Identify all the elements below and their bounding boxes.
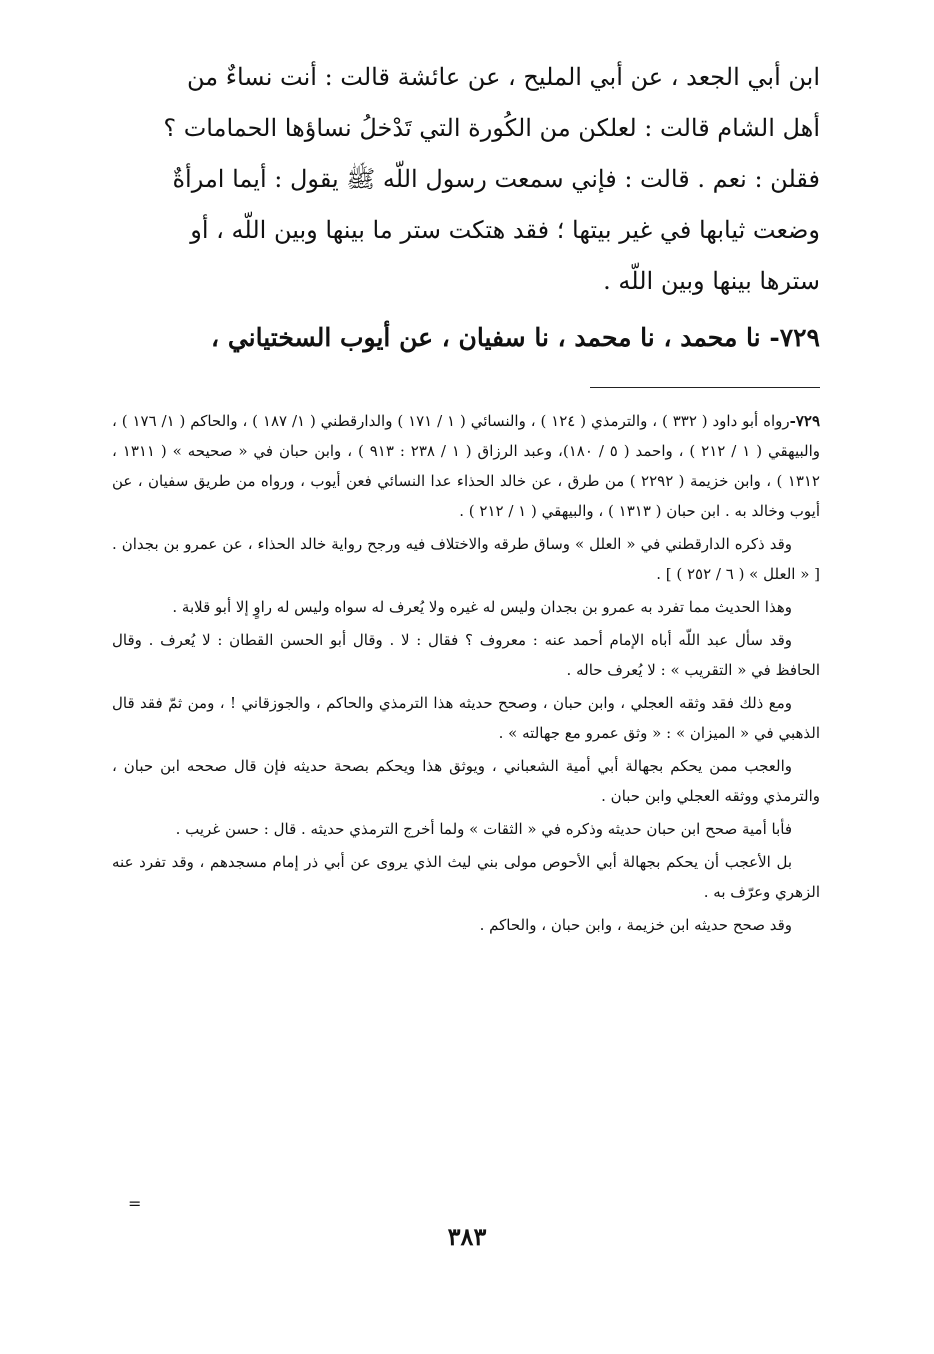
footnote-divider [590,387,820,388]
main-line: وضعت ثيابها في غير بيتها ؛ فقد هتكت ستر ما بينها وبين اللّه ، أو [190,216,820,244]
page-number: ٣٨٣ [447,1222,487,1251]
continuation-mark: = [128,1194,142,1213]
footnote-paragraph: وقد صحح حديثه ابن خزيمة ، وابن حبان ، والحاكم . [479,916,792,934]
hadith-heading: ٧٢٩- نا محمد ، نا محمد ، نا سفيان ، عن أيوب السختياني ، [211,323,820,352]
main-text [112,52,820,307]
footnote-text: رواه أبو داود ( ٣٣٢ ) ، والترمذي ( ١٢٤ ) ، والنسائي ( ١ / ١٧١ ) والدارقطني ( ١/ ١٨٧ ) ، والحاكم ( ١/ ١٧٦ ) ، والبيهقي ( ١ / ٢١٢ ) ، واحمد ( ٥ / ١٨٠)، وعبد الرزاق ( ١ / ٢٣٨ : ٩١٣ ) ، وابن حبان في « صحيحه » ( ١٣١١ ، ١٣١٢ ) ، وابن خزيمة ( ٢٢٩٢ ) من طرق ، عن خالد الحذاء عدا النسائي فعن أيوب ، ورواه من طريق سفيان ، عن أيوب وخالد به . ابن حبان ( ١٣١٣ ) ، والبيهقي ( ١ / ٢١٢ ) . [112,412,820,520]
footnote-paragraph: بل الأعجب أن يحكم بجهالة أبي الأحوص مولى بني ليث الذي يروى عن أبي ذر إمام مسجدهم ، وقد تفرد عنه الزهري وعرّف به . [112,853,820,901]
footnote-paragraph: وقد سأل عبد اللّه أباه الإمام أحمد عنه : معروف ؟ فقال : لا . وقال أبو الحسن القطان : لا يُعرف . وقال الحافظ في « التقريب » : لا يُعرف حاله . [112,631,820,679]
footnotes [112,406,820,940]
main-line: فقلن : نعم . قالت : فإني سمعت رسول اللّه ﷺ يقول : أيما امرأةٌ [172,165,820,193]
main-line: ابن أبي الجعد ، عن أبي المليح ، عن عائشة قالت : أنت نساءٌ من [186,63,820,91]
footnote-paragraph: والعجب ممن يحكم بجهالة أبي أمية الشعباني ، ويوثق هذا ويحكم بصحة حديثه فإن قال صححه ابن حبان ، والترمذي ووثقه العجلي وابن حبان . [112,757,820,805]
footnote-number: ٧٢٩- [789,412,821,430]
page [112,52,820,943]
footnote-paragraph: وهذا الحديث مما تفرد به عمرو بن بجدان وليس له غيره ولا يُعرف له سواه وليس له راوٍ إلا أبو قلابة . [172,598,792,616]
footnote-paragraph: وقد ذكره الدارقطني في « العلل » وساق طرقه والاختلاف فيه ورجح رواية خالد الحذاء ، عن عمرو بن بجدان . [ « العلل » ( ٦ / ٢٥٢ ) ] . [112,535,820,583]
footnote-paragraph: ومع ذلك فقد وثقه العجلي ، وابن حبان ، وصحح حديثه هذا الترمذي والحاكم ، والجوزقاني ! ، ومن ثمّ فقد قال الذهبي في « الميزان » : « وثق عمرو مع جهالته » . [112,694,820,742]
main-line: سترها بينها وبين اللّه . [603,267,820,295]
footnote-paragraph: فأبا أمية صحح ابن حبان حديثه وذكره في « الثقات » ولما أخرج الترمذي حديثه . قال : حسن غريب . [175,820,792,838]
footnote-paragraph [112,406,820,526]
main-line: أهل الشام قالت : لعلكن من الكُورة التي تَدْخلُ نساؤها الحمامات ؟ [163,114,820,142]
